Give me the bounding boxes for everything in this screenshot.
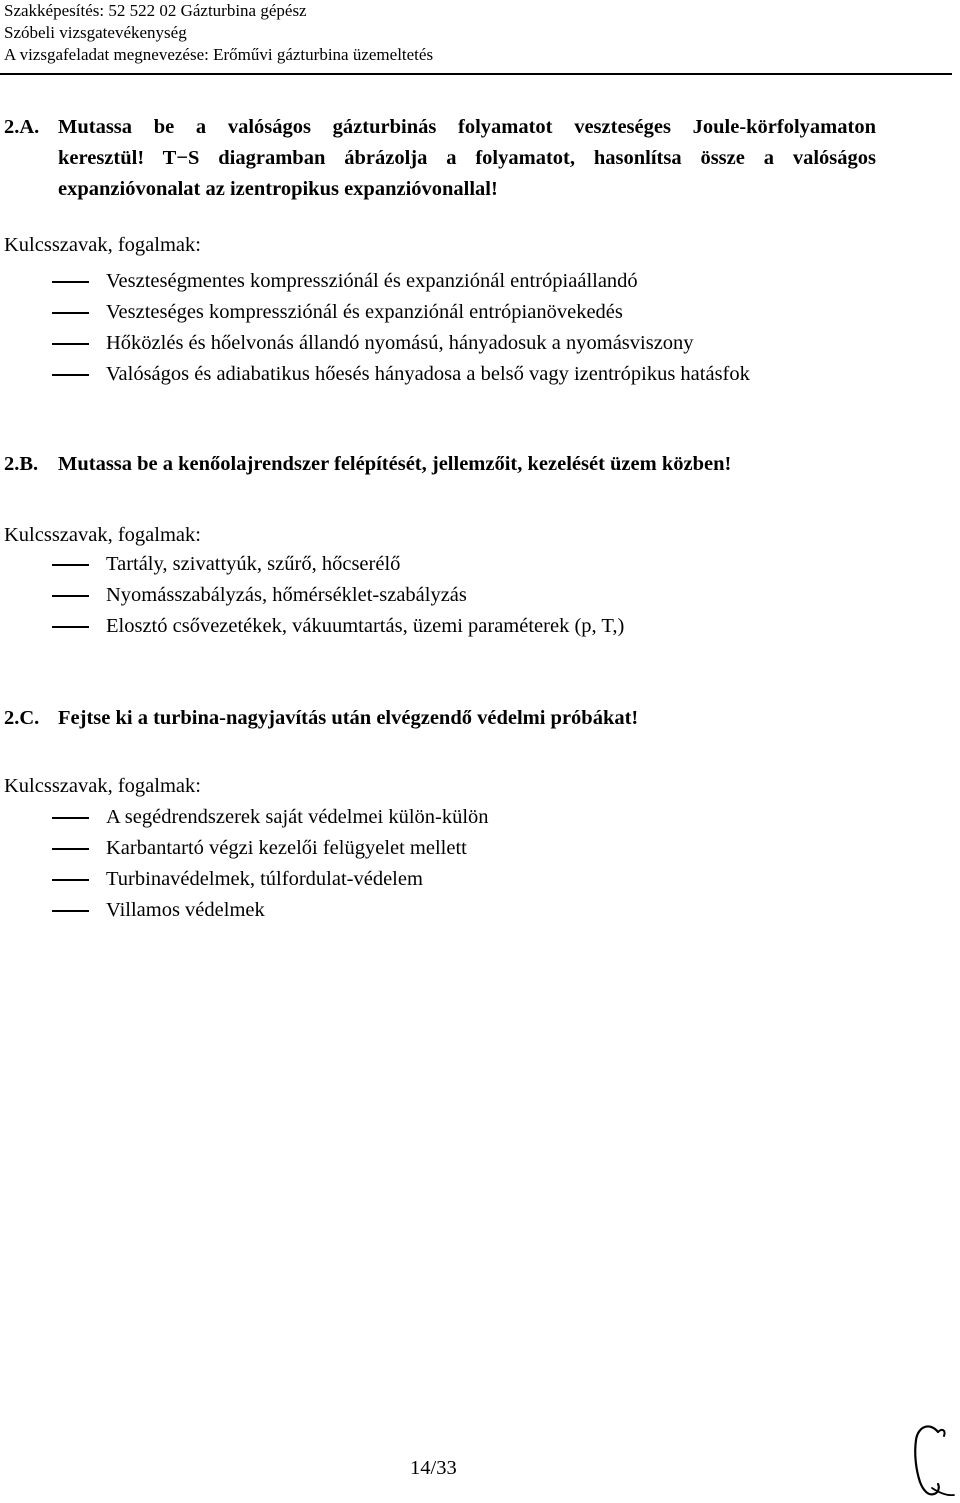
keyword-text: Valóságos és adiabatikus hőesés hányadosa a belső vagy izentrópikus hatásfok [106,363,750,385]
question-text-line: Mutassa be a kenőolajrendszer felépítését, jellemzőit, kezelését üzem közben! [58,453,732,475]
question-number: 2.C. [4,707,40,729]
question-text-line: keresztül! T−S diagramban ábrázolja a folyamatot, hasonlítsa össze a valóságos [58,147,876,169]
question-2c [4,703,876,734]
keywords-title: Kulcsszavak, fogalmak: [4,524,201,546]
keyword-text: Veszteségmentes kompressziónál és expanziónál entrópiaállandó [106,270,638,292]
dash-bullet [52,910,89,912]
dash-bullet [52,595,89,597]
dash-bullet [52,879,89,881]
header-qualification: Szakképesítés: 52 522 02 Gázturbina gépész [4,1,307,20]
keyword-text: Elosztó csővezetékek, vákuumtartás, üzemi paraméterek (p, T,) [106,615,625,637]
dash-bullet [52,564,89,566]
keyword-text: Nyomásszabályzás, hőmérséklet-szabályzás [106,584,467,606]
dash-bullet [52,312,89,314]
keyword-text: Karbantartó végzi kezelői felügyelet mellett [106,837,467,859]
dash-bullet [52,848,89,850]
question-text-line: expanzióvonalat az izentropikus expanzióvonallal! [58,178,498,200]
signature-initials [908,1418,956,1500]
page-number: 14/33 [410,1457,457,1479]
header-exam-activity: Szóbeli vizsgatevékenység [4,23,187,42]
keyword-text: Hőközlés és hőelvonás állandó nyomású, hányadosuk a nyomásviszony [106,332,694,354]
document-header [4,0,944,66]
dash-bullet [52,343,89,345]
keywords-title: Kulcsszavak, fogalmak: [4,234,201,256]
question-number: 2.B. [4,453,39,475]
header-task-name: A vizsgafeladat megnevezése: Erőművi gázturbina üzemeltetés [4,45,434,64]
question-text-line: Mutassa be a valóságos gázturbinás folyamatot veszteséges Joule-körfolyamaton [58,116,876,138]
keyword-text: Tartály, szivattyúk, szűrő, hőcserélő [106,553,401,575]
keyword-text: Veszteséges kompressziónál és expanziónál entrópianövekedés [106,301,623,323]
dash-bullet [52,281,89,283]
dash-bullet [52,374,89,376]
question-2b [4,449,876,480]
question-2a [4,112,876,205]
header-divider [0,73,952,75]
keywords-title: Kulcsszavak, fogalmak: [4,775,201,797]
keyword-text: Villamos védelmek [106,899,265,921]
question-number: 2.A. [4,116,40,138]
dash-bullet [52,817,89,819]
dash-bullet [52,626,89,628]
keyword-text: Turbinavédelmek, túlfordulat-védelem [106,868,423,890]
keyword-text: A segédrendszerek saját védelmei külön-külön [106,806,489,828]
question-text-line: Fejtse ki a turbina-nagyjavítás után elvégzendő védelmi próbákat! [58,707,639,729]
